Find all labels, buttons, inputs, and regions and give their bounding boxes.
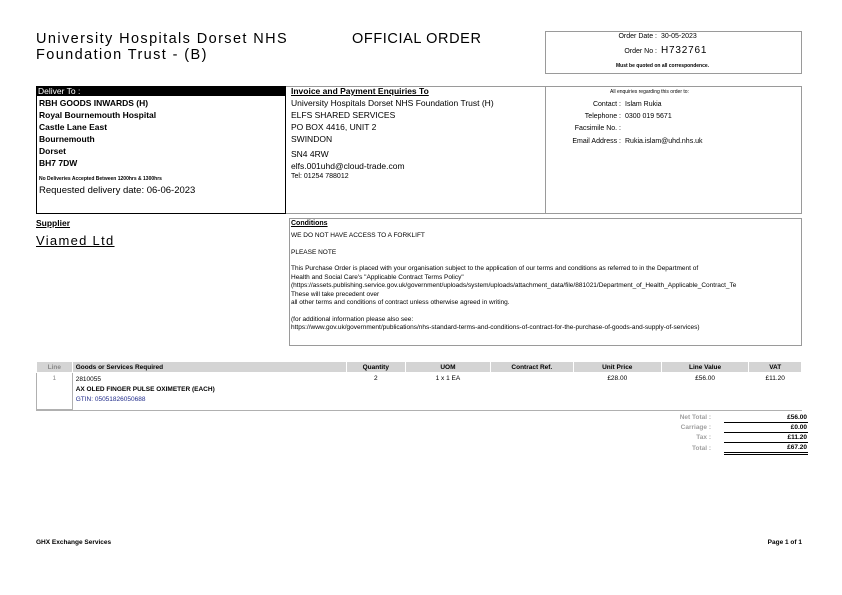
carriage-label: Carriage : (680, 424, 711, 431)
invoice-address-line: University Hospitals Dorset NHS Foundation Trust (H) (291, 98, 494, 108)
condition-line: (for additional information please also see: (291, 315, 414, 323)
order-date: 30-05-2023 (661, 33, 697, 40)
order-number: H732761 (661, 45, 708, 56)
delivery-address-line: Castle Lane East (39, 122, 108, 132)
enquiries-box (545, 86, 802, 214)
deliver-to-heading: Deliver To : (37, 87, 286, 96)
condition-line: WE DO NOT HAVE ACCESS TO A FORKLIFT (291, 232, 425, 239)
organisation-name (36, 31, 288, 63)
conditions-text (291, 232, 802, 333)
contact-label: Contact : (592, 101, 621, 108)
page-number: Page 1 of 1 (767, 539, 802, 546)
invoice-address-line: SN4 4RW (291, 149, 329, 159)
delivery-address-line: RBH GOODS INWARDS (H) (39, 98, 149, 108)
item-description: AX OLED FINGER PULSE OXIMETER (EACH) (75, 386, 215, 393)
column-line: Line (37, 362, 73, 373)
row-contract-ref (490, 373, 573, 410)
quote-note: Must be quoted on all correspondence. (616, 63, 710, 69)
email-address: Rukia.islam@uhd.nhs.uk (625, 138, 703, 145)
column-vat: VAT (749, 362, 802, 373)
document-title: OFFICIAL ORDER (352, 31, 482, 47)
telephone-label: Telephone : (584, 113, 621, 120)
condition-line: (https://assets.publishing.service.gov.uk/government/uploads/system/uploads/attachment_data/file/881021/Department_of_Health_Applicable_Contract_Te (291, 282, 737, 289)
order-no-label: Order No : (624, 48, 657, 55)
items-table (36, 361, 802, 410)
delivery-address-line: BH7 7DW (39, 158, 78, 168)
organisation-line-2: Foundation Trust - (B) (36, 47, 208, 63)
invoice-address-line: ELFS SHARED SERVICES (291, 110, 396, 120)
column-unit-price: Unit Price (573, 362, 661, 373)
tax-label: Tax : (696, 434, 711, 441)
column-quantity: Quantity (346, 362, 405, 373)
invoice-email: elfs.001uhd@cloud-trade.com (291, 161, 405, 171)
condition-line: This Purchase Order is placed with your organisation subject to the application of our terms and conditions as referred to in the Department of (291, 265, 699, 272)
item-code: 2810055 (75, 376, 102, 383)
total-label: Total : (691, 444, 711, 452)
condition-line: https://www.gov.uk/government/publications/nhs-standard-terms-and-conditions-of-contract-for-the-purchase-of-goods-and-supply-of-services) (291, 324, 700, 331)
net-total-value: £56.00 (724, 413, 808, 423)
invoice-section (291, 86, 494, 180)
row-unit-price: £28.00 (607, 375, 628, 382)
footer-left: GHX Exchange Services (36, 539, 112, 546)
totals-block (640, 413, 808, 455)
column-contract-ref: Contract Ref. (490, 362, 573, 373)
order-info-box (545, 31, 802, 74)
row-goods (72, 373, 346, 410)
delivery-address-line: Bournemouth (39, 134, 95, 144)
carriage-value: £0.00 (724, 423, 808, 433)
deliver-to-box (36, 86, 286, 214)
condition-line: Health and Social Care's "Applicable Contract Terms Policy" (291, 273, 464, 281)
telephone-number: 0300 019 5671 (625, 113, 672, 120)
tax-value: £11.20 (724, 433, 808, 443)
net-total-label: Net Total : (679, 414, 711, 422)
column-goods: Goods or Services Required (72, 362, 346, 373)
contact-name: Islam Rukia (625, 101, 662, 108)
column-line-value: Line Value (661, 362, 749, 373)
items-header-row (37, 362, 802, 373)
table-bottom-rule (36, 410, 802, 411)
delivery-address-line: Royal Bournemouth Hospital (39, 110, 157, 120)
requested-delivery-date: Requested delivery date: 06-06-2023 (39, 185, 196, 196)
row-line-value: £56.00 (695, 375, 715, 382)
conditions-heading: Conditions (291, 220, 328, 227)
delivery-address-line: Dorset (39, 146, 66, 156)
row-uom: 1 x 1 EA (435, 375, 461, 382)
invoice-address-line: SWINDON (291, 134, 333, 144)
row-line-number: 1 (37, 373, 73, 410)
email-label: Email Address : (572, 138, 621, 145)
conditions-box (289, 218, 802, 346)
supplier-heading: Supplier (36, 218, 71, 228)
condition-line: all other terms and conditions of contract unless otherwise agreed in writing. (291, 299, 510, 306)
organisation-line-1: University Hospitals Dorset NHS (36, 31, 289, 47)
invoice-address-line: PO BOX 4416, UNIT 2 (291, 122, 377, 132)
condition-line: These will take precedent over (291, 290, 380, 298)
column-uom: UOM (406, 362, 491, 373)
invoice-heading: Invoice and Payment Enquiries To (291, 86, 429, 96)
supplier-name: Viamed Ltd (36, 233, 115, 248)
delivery-hours-note: No Deliveries Accepted Between 1200hrs & 1300hrs (39, 176, 162, 182)
enquiries-heading: All enquiries regarding this order to: (610, 89, 689, 95)
condition-line: PLEASE NOTE (291, 248, 337, 256)
row-quantity: 2 (373, 375, 378, 382)
total-value: £67.20 (724, 443, 808, 454)
row-vat: £11.20 (765, 375, 785, 382)
facsimile-label: Facsimile No. : (574, 125, 621, 132)
delivery-address (39, 97, 156, 169)
order-date-label: Order Date : (618, 33, 657, 40)
table-row (37, 373, 802, 410)
invoice-telephone: Tel: 01254 788012 (291, 173, 349, 180)
item-gtin: GTIN: 05051826050688 (75, 396, 146, 403)
